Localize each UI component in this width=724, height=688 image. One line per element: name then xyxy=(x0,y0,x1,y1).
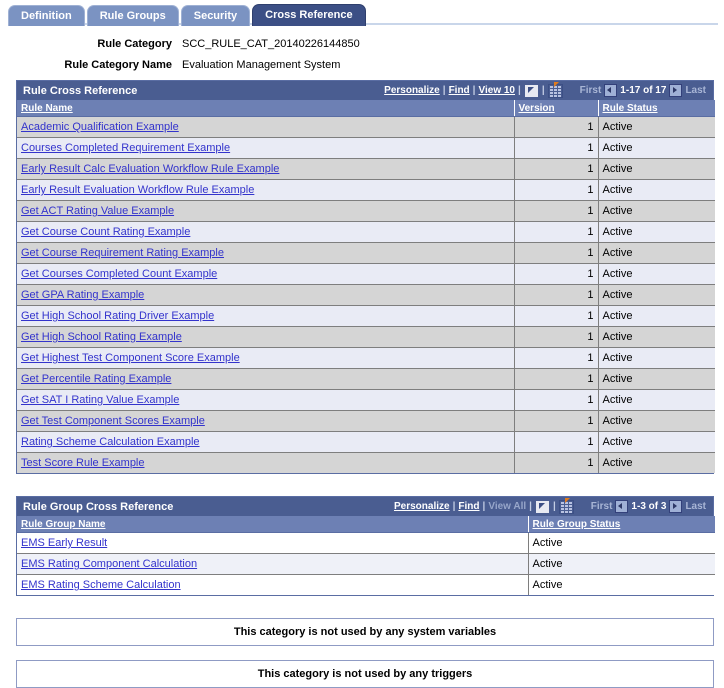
triggers-message: This category is not used by any triggers xyxy=(257,668,473,680)
cell-rule-status: Active xyxy=(598,432,715,453)
tab-security[interactable]: Security xyxy=(181,5,250,26)
cell-rule-name xyxy=(17,369,514,390)
column-header-version-label: Version xyxy=(518,102,555,114)
rule-name-link[interactable]: Get Highest Test Component Score Example xyxy=(21,352,240,364)
cell-version: 1 xyxy=(514,348,598,369)
cell-rule-name xyxy=(17,180,514,201)
find-link-2[interactable]: Find xyxy=(458,501,480,512)
column-header-rule-status[interactable] xyxy=(598,100,715,117)
rule-group-name-link[interactable]: EMS Rating Scheme Calculation xyxy=(21,579,181,591)
rule-cross-reference-grid xyxy=(16,80,714,474)
table-row xyxy=(17,201,715,222)
table-row xyxy=(17,369,715,390)
table-row xyxy=(17,575,715,596)
toolbar-sep-3: | xyxy=(518,85,521,96)
table-row xyxy=(17,533,715,554)
rule-cross-reference-toolbar xyxy=(384,84,709,98)
rule-group-cross-reference-table xyxy=(17,516,715,595)
cell-rule-status: Active xyxy=(598,117,715,138)
page-range-label: 1-17 of 17 xyxy=(620,85,667,96)
table-row xyxy=(17,180,715,201)
toolbar-sep-4: | xyxy=(541,85,545,96)
table-row xyxy=(17,159,715,180)
table-row xyxy=(17,306,715,327)
cell-rule-status: Active xyxy=(598,243,715,264)
column-header-rule-status-label: Rule Status xyxy=(602,102,658,114)
toolbar2-sep-3: | xyxy=(529,501,532,512)
cell-version: 1 xyxy=(514,138,598,159)
table-row xyxy=(17,327,715,348)
cell-version: 1 xyxy=(514,117,598,138)
rule-name-link[interactable]: Early Result Calc Evaluation Workflow Rule Example xyxy=(21,163,280,175)
rule-name-link[interactable]: Get High School Rating Driver Example xyxy=(21,310,215,322)
rule-group-name-link[interactable]: EMS Rating Component Calculation xyxy=(21,558,198,570)
cell-rule-status: Active xyxy=(598,327,715,348)
cell-rule-name xyxy=(17,264,514,285)
column-header-version[interactable] xyxy=(514,100,598,117)
cell-rule-name xyxy=(17,390,514,411)
rule-category-name-label: Rule Category Name xyxy=(64,59,172,71)
table-row xyxy=(17,411,715,432)
cell-version: 1 xyxy=(514,432,598,453)
cell-rule-status: Active xyxy=(598,390,715,411)
cell-rule-name xyxy=(17,453,514,474)
rule-name-link[interactable]: Get Courses Completed Count Example xyxy=(21,268,218,280)
field-row-rule-category xyxy=(0,38,724,50)
cell-rule-status: Active xyxy=(598,201,715,222)
cell-rule-name xyxy=(17,159,514,180)
rule-group-name-link[interactable]: EMS Early Result xyxy=(21,537,108,549)
cell-rule-name xyxy=(17,201,514,222)
rule-group-cross-reference-title-bar xyxy=(17,497,713,516)
cell-rule-name xyxy=(17,243,514,264)
column-header-rule-group-name[interactable] xyxy=(17,516,528,533)
table-row xyxy=(17,264,715,285)
first-page-label-2[interactable]: First xyxy=(590,501,613,512)
cell-version: 1 xyxy=(514,390,598,411)
rule-group-cross-reference-grid xyxy=(16,496,714,596)
field-row-rule-category-name xyxy=(0,59,724,71)
next-page-icon-2[interactable] xyxy=(669,500,682,513)
rule-category-label: Rule Category xyxy=(97,38,172,50)
cell-rule-group-name xyxy=(17,554,528,575)
cell-version: 1 xyxy=(514,327,598,348)
toolbar2-sep-2: | xyxy=(482,501,486,512)
cell-rule-status: Active xyxy=(598,285,715,306)
system-variables-message: This category is not used by any system variables xyxy=(233,626,497,638)
last-page-label[interactable]: Last xyxy=(685,85,706,96)
rule-name-link[interactable]: Courses Completed Requirement Example xyxy=(21,142,231,154)
zoom-expand-icon-2[interactable] xyxy=(535,500,550,514)
cell-rule-status: Active xyxy=(598,138,715,159)
view-10-link[interactable]: View 10 xyxy=(478,85,515,96)
tab-strip xyxy=(8,0,724,26)
rule-category-value: SCC_RULE_CAT_20140226144850 xyxy=(182,38,360,50)
rule-cross-reference-table xyxy=(17,100,715,473)
rule-name-link[interactable]: Get Test Component Scores Example xyxy=(21,415,205,427)
cell-rule-name xyxy=(17,222,514,243)
personalize-link[interactable]: Personalize xyxy=(384,85,440,96)
toolbar-sep-2: | xyxy=(472,85,476,96)
cell-rule-group-name xyxy=(17,575,528,596)
rule-name-link[interactable]: Get Percentile Rating Example xyxy=(21,373,172,385)
cell-rule-name xyxy=(17,117,514,138)
cell-rule-name xyxy=(17,138,514,159)
previous-page-icon[interactable] xyxy=(604,84,617,97)
table-header-row-2 xyxy=(17,516,715,533)
cell-version: 1 xyxy=(514,285,598,306)
rule-group-cross-reference-toolbar xyxy=(394,500,709,514)
cell-rule-name xyxy=(17,306,514,327)
cell-rule-status: Active xyxy=(598,453,715,474)
cell-rule-status: Active xyxy=(598,348,715,369)
rule-name-link[interactable]: Get GPA Rating Example xyxy=(21,289,145,301)
cell-rule-status: Active xyxy=(598,180,715,201)
toolbar2-sep-1: | xyxy=(452,501,456,512)
tab-rule-groups[interactable]: Rule Groups xyxy=(87,5,179,26)
rule-name-link[interactable]: Get ACT Rating Value Example xyxy=(21,205,175,217)
triggers-message-panel xyxy=(16,660,714,688)
page-range-label-2: 1-3 of 3 xyxy=(631,501,667,512)
table-row xyxy=(17,432,715,453)
previous-page-icon-2[interactable] xyxy=(615,500,628,513)
cell-rule-status: Active xyxy=(598,369,715,390)
spacer-after-grid-2 xyxy=(0,596,724,618)
cell-version: 1 xyxy=(514,411,598,432)
rule-name-link[interactable]: Early Result Evaluation Workflow Rule Example xyxy=(21,184,255,196)
table-row xyxy=(17,222,715,243)
cell-version: 1 xyxy=(514,180,598,201)
header-fields xyxy=(0,38,724,71)
cell-rule-status: Active xyxy=(598,159,715,180)
cell-version: 1 xyxy=(514,159,598,180)
table-row xyxy=(17,390,715,411)
table-row xyxy=(17,117,715,138)
cell-version: 1 xyxy=(514,453,598,474)
cell-rule-status: Active xyxy=(598,264,715,285)
tab-cross-reference[interactable]: Cross Reference xyxy=(252,4,365,26)
zoom-expand-icon[interactable] xyxy=(524,84,539,98)
cell-version: 1 xyxy=(514,306,598,327)
find-link[interactable]: Find xyxy=(448,85,470,96)
rule-name-link[interactable]: Get SAT I Rating Value Example xyxy=(21,394,180,406)
rule-group-cross-reference-pager xyxy=(588,500,709,513)
cell-version: 1 xyxy=(514,201,598,222)
first-page-label[interactable]: First xyxy=(579,85,602,96)
table-row xyxy=(17,453,715,474)
table-row xyxy=(17,138,715,159)
table-header-row xyxy=(17,100,715,117)
column-header-rule-group-name-label: Rule Group Name xyxy=(21,518,106,530)
system-variables-message-panel xyxy=(16,618,714,646)
download-to-spreadsheet-icon[interactable] xyxy=(548,84,563,98)
tab-bar xyxy=(0,0,724,26)
rule-name-link[interactable]: Get Course Requirement Rating Example xyxy=(21,247,224,259)
cell-rule-name xyxy=(17,411,514,432)
column-header-rule-group-status-label: Rule Group Status xyxy=(532,518,621,530)
cell-version: 1 xyxy=(514,369,598,390)
cell-version: 1 xyxy=(514,264,598,285)
cell-version: 1 xyxy=(514,243,598,264)
table-row xyxy=(17,285,715,306)
spacer-after-grid-1 xyxy=(0,474,724,496)
rule-name-link[interactable]: Get High School Rating Example xyxy=(21,331,182,343)
table-row xyxy=(17,243,715,264)
rule-name-link[interactable]: Rating Scheme Calculation Example xyxy=(21,436,200,448)
cell-rule-status: Active xyxy=(598,411,715,432)
cell-rule-status: Active xyxy=(598,222,715,243)
next-page-icon[interactable] xyxy=(669,84,682,97)
cell-rule-name xyxy=(17,327,514,348)
spacer-between-messages xyxy=(0,646,724,660)
rule-name-link[interactable]: Get Course Count Rating Example xyxy=(21,226,191,238)
rule-cross-reference-title-bar xyxy=(17,81,713,100)
cell-rule-name xyxy=(17,348,514,369)
cell-version: 1 xyxy=(514,222,598,243)
cell-rule-status: Active xyxy=(598,306,715,327)
cell-rule-group-status: Active xyxy=(528,575,715,596)
table-row xyxy=(17,554,715,575)
rule-group-cross-reference-title: Rule Group Cross Reference xyxy=(23,500,174,513)
cell-rule-group-name xyxy=(17,533,528,554)
cell-rule-group-status: Active xyxy=(528,533,715,554)
cell-rule-name xyxy=(17,432,514,453)
tab-definition[interactable]: Definition xyxy=(8,5,85,26)
cell-rule-group-status: Active xyxy=(528,554,715,575)
table-row xyxy=(17,348,715,369)
rule-name-link[interactable]: Test Score Rule Example xyxy=(21,457,145,469)
personalize-link-2[interactable]: Personalize xyxy=(394,501,450,512)
rule-cross-reference-pager xyxy=(577,84,709,97)
rule-category-name-value: Evaluation Management System xyxy=(182,59,341,71)
rule-cross-reference-title: Rule Cross Reference xyxy=(23,84,138,97)
last-page-label-2[interactable]: Last xyxy=(685,501,706,512)
column-header-rule-name[interactable] xyxy=(17,100,514,117)
toolbar2-sep-4: | xyxy=(552,501,556,512)
view-all-link: View All xyxy=(488,501,527,512)
cell-rule-name xyxy=(17,285,514,306)
rule-name-link[interactable]: Academic Qualification Example xyxy=(21,121,179,133)
column-header-rule-group-status[interactable] xyxy=(528,516,715,533)
toolbar-sep-1: | xyxy=(442,85,446,96)
download-to-spreadsheet-icon-2[interactable] xyxy=(559,500,574,514)
column-header-rule-name-label: Rule Name xyxy=(21,102,73,114)
